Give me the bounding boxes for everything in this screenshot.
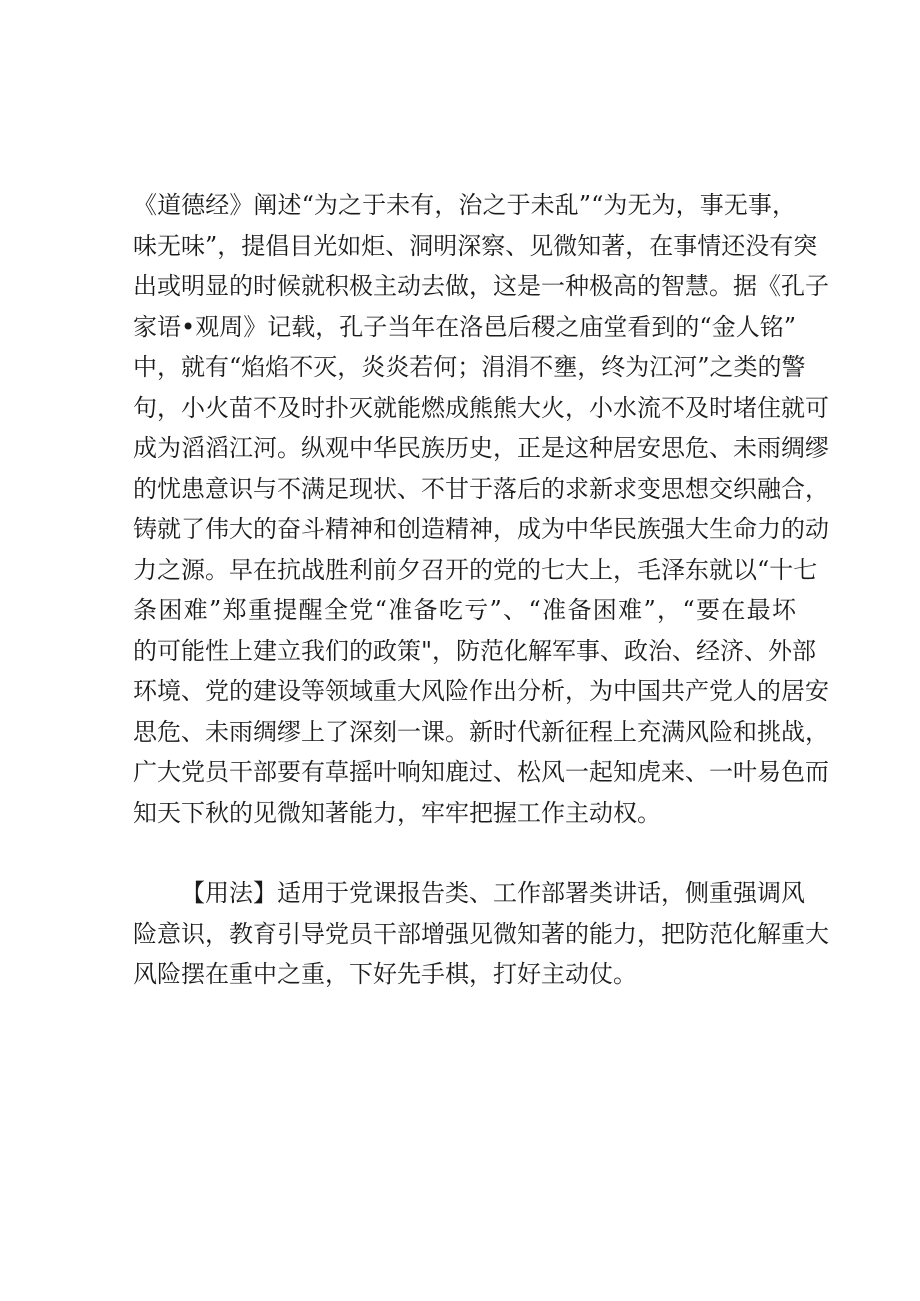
text-line: 【用法】适用于党课报告类、工作部署类讲话，侧重强调风 xyxy=(181,879,805,907)
usage-paragraph xyxy=(133,873,829,995)
text-line: 环境、党的建设等领域重大风险作出分析，为中国共产党人的居安 xyxy=(133,677,829,705)
text-line: 险意识，教育引导党员干部增强见微知著的能力，把防范化解重大 xyxy=(133,919,829,948)
text-line: 中，就有“焰焰不灭，炎炎若何；涓涓不壅，终为江河”之类的警 xyxy=(133,353,806,381)
text-line: 思危、未雨绸缪上了深刻一课。新时代新征程上充满风险和挑战， xyxy=(133,717,829,746)
text-line: 家语•观周》记载，孔子当年在洛邑后稷之庙堂看到的“金人铭” xyxy=(133,312,796,341)
text-line: 的忧患意识与不满足现状、不甘于落后的求新求变思想交织融合， xyxy=(133,474,829,503)
text-line: 广大党员干部要有草摇叶响知鹿过、松风一起知虎来、一叶易色而 xyxy=(133,758,829,786)
text-line: 力之源。早在抗战胜利前夕召开的党的七大上，毛泽东就以“十七 xyxy=(133,555,818,584)
text-line: 知天下秋的见微知著能力，牢牢把握工作主动权。 xyxy=(133,798,661,827)
text-line: 成为滔滔江河。纵观中华民族历史，正是这种居安思危、未雨绸缪 xyxy=(133,434,829,462)
text-line: 味无味”，提倡目光如炬、洞明深察、见微知著，在事情还没有突 xyxy=(133,231,818,260)
text-line: 的可能性上建立我们的政策"，防范化解军事、政治、经济、外部 xyxy=(133,636,817,665)
text-line: 条困难”郑重提醒全党“准备吃亏”、“准备困难”，“要在最坏 xyxy=(133,596,796,624)
text-line: 《道德经》阐述“为之于未有，治之于未乱”“为无为，事无事， xyxy=(133,191,796,219)
body-paragraph xyxy=(133,185,829,833)
text-line: 句，小火苗不及时扑灭就能燃成熊熊大火，小水流不及时堵住就可 xyxy=(133,393,829,422)
text-line: 出或明显的时候就积极主动去做，这是一种极高的智慧。据《孔子 xyxy=(133,272,829,300)
text-line: 风险摆在重中之重，下好先手棋，打好主动仗。 xyxy=(133,960,637,988)
text-line: 铸就了伟大的奋斗精神和创造精神，成为中华民族强大生命力的动 xyxy=(133,515,829,543)
